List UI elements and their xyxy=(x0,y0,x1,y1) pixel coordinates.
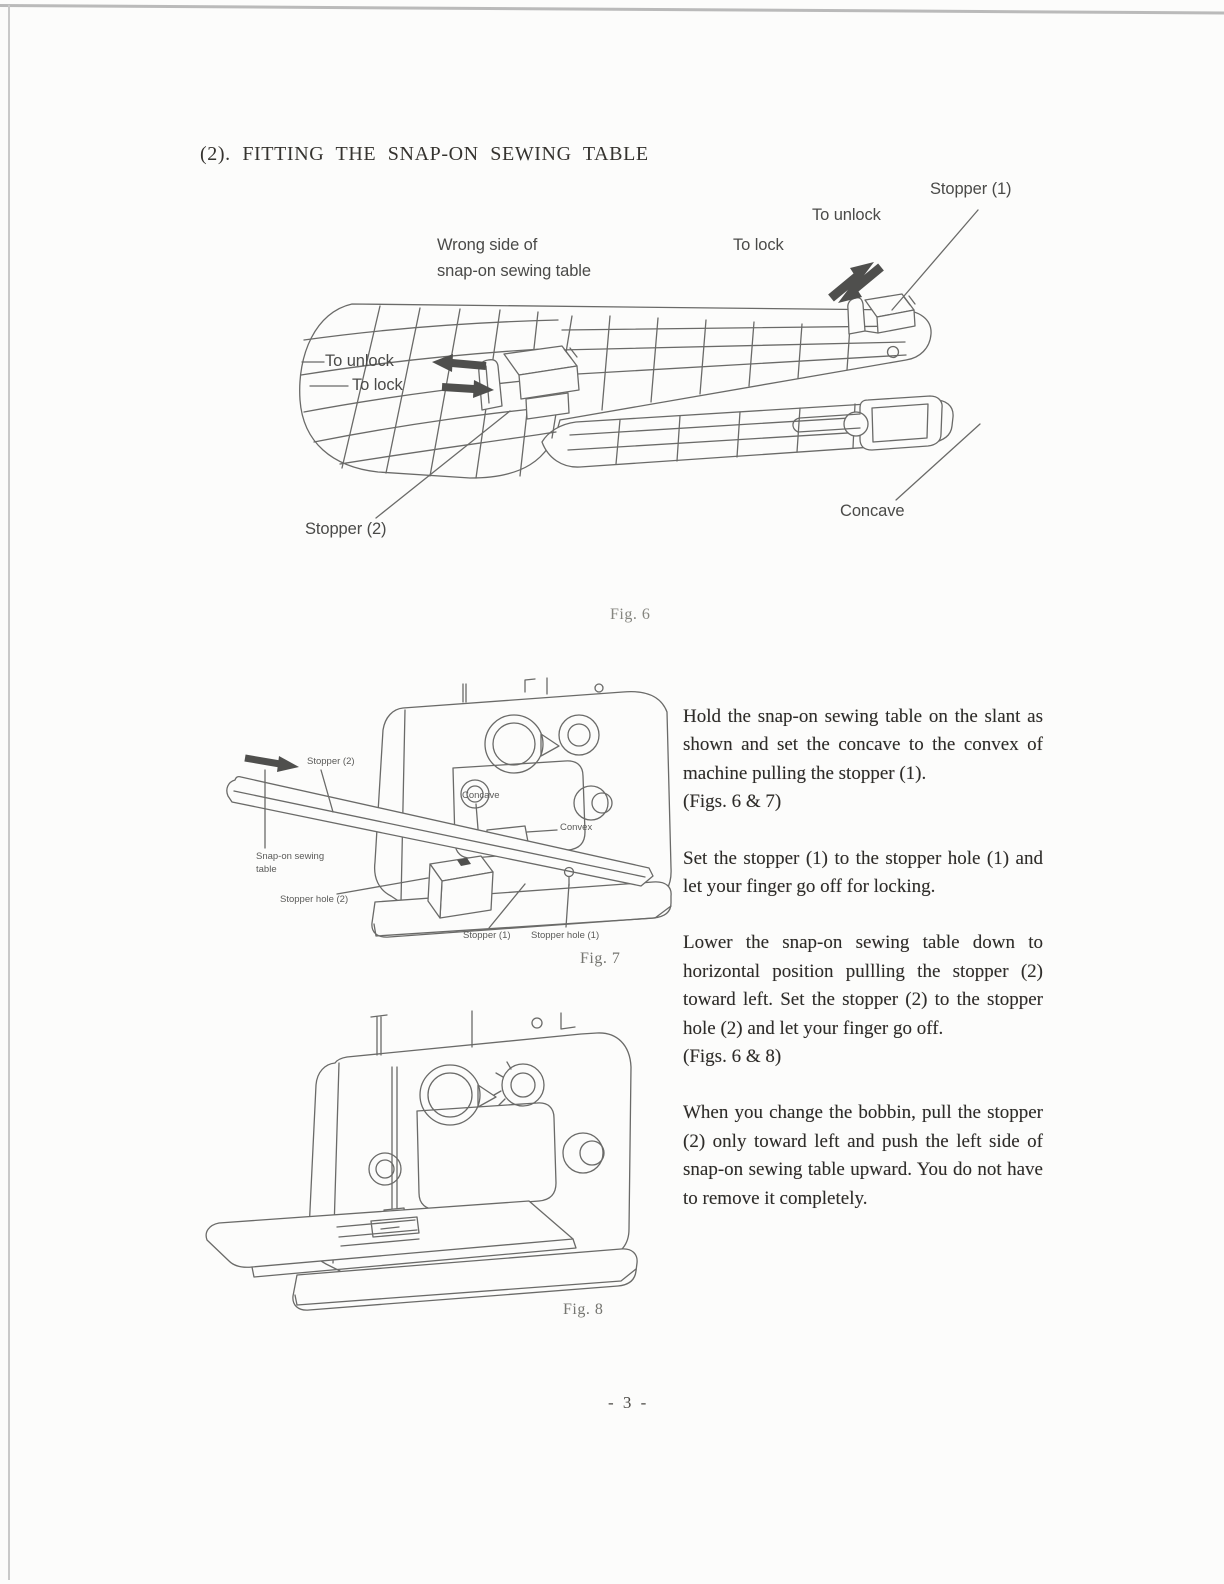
fig6-label-to-lock-top: To lock xyxy=(733,236,784,254)
fig6-label-stopper-1: Stopper (1) xyxy=(930,180,1012,198)
fig7-caption: Fig. 7 xyxy=(580,950,621,967)
scan-edge-top xyxy=(0,4,1224,15)
figure-7 xyxy=(225,672,675,972)
fig6-label-to-lock-left: To lock xyxy=(352,376,403,394)
paragraph-4: When you change the bobbin, pull the stopper (2) only toward left and push the left side of snap-on sewing table upward. You do not have to remove it completely. xyxy=(683,1102,1043,1209)
fig7-label-concave: Concave xyxy=(462,790,500,801)
fig6-label-stopper-2: Stopper (2) xyxy=(305,520,387,538)
page-number: - 3 - xyxy=(608,1393,649,1412)
fig6-label-to-unlock-top: To unlock xyxy=(812,206,881,224)
scan-edge-left xyxy=(8,5,10,1580)
side-knob xyxy=(563,1133,603,1173)
paragraph-2: Set the stopper (1) to the stopper hole (1) and let your finger go off for locking. xyxy=(683,847,1043,898)
figure-8 xyxy=(185,1005,655,1325)
side-knob xyxy=(574,786,608,820)
fig7-label-stopper-hole-1: Stopper hole (1) xyxy=(531,930,600,941)
fig6-sewing-table-drawing xyxy=(280,170,1020,640)
fig7-machine-drawing xyxy=(225,672,675,972)
paragraph-3-figref: (Figs. 6 & 8) xyxy=(683,1046,782,1068)
stitch-dial xyxy=(502,1064,544,1106)
fig6-label-wrong-side-2: snap-on sewing table xyxy=(437,262,591,280)
fig6-caption: Fig. 6 xyxy=(610,606,651,623)
fig8-caption: Fig. 8 xyxy=(563,1301,604,1318)
figure-6 xyxy=(280,170,1020,640)
fig7-label-stopper-1: Stopper (1) xyxy=(463,930,511,941)
stopper-1-leader xyxy=(892,210,978,310)
paragraph-1: Hold the snap-on sewing table on the slant as shown and set the concave to the convex of machine pulling the stopper (1). xyxy=(683,706,1043,784)
page-title: (2). FITTING THE SNAP-ON SEWING TABLE xyxy=(200,143,649,165)
fig6-label-wrong-side: Wrong side of xyxy=(437,236,538,254)
fig7-label-stopper-2: Stopper (2) xyxy=(307,756,355,767)
instruction-text xyxy=(683,703,1043,1213)
upper-dial xyxy=(420,1065,480,1125)
small-dial xyxy=(559,715,599,755)
fig6-label-concave: Concave xyxy=(840,502,905,520)
stopper-block xyxy=(428,856,493,918)
fig7-label-snap-on-table: Snap-on sewing xyxy=(256,851,325,862)
fig7-label-snap-on-table-2: table xyxy=(256,864,277,875)
fig7-label-stopper-hole-2: Stopper hole (2) xyxy=(280,894,349,905)
paragraph-3: Lower the snap-on sewing table down to horizontal position pullling the stopper (2) toward left. Set the stopper (2) to the stopper hole (2) and let your finger go off. xyxy=(683,932,1043,1039)
front-dial xyxy=(369,1153,401,1185)
lock-unlock-arrows-icon xyxy=(831,262,881,303)
slide-arrow-icon xyxy=(245,756,299,772)
fig8-machine-drawing xyxy=(185,1005,655,1325)
fig7-label-convex: Convex xyxy=(560,822,593,833)
fig6-label-to-unlock-left: To unlock xyxy=(325,352,394,370)
paragraph-1-figref: (Figs. 6 & 7) xyxy=(683,791,782,813)
